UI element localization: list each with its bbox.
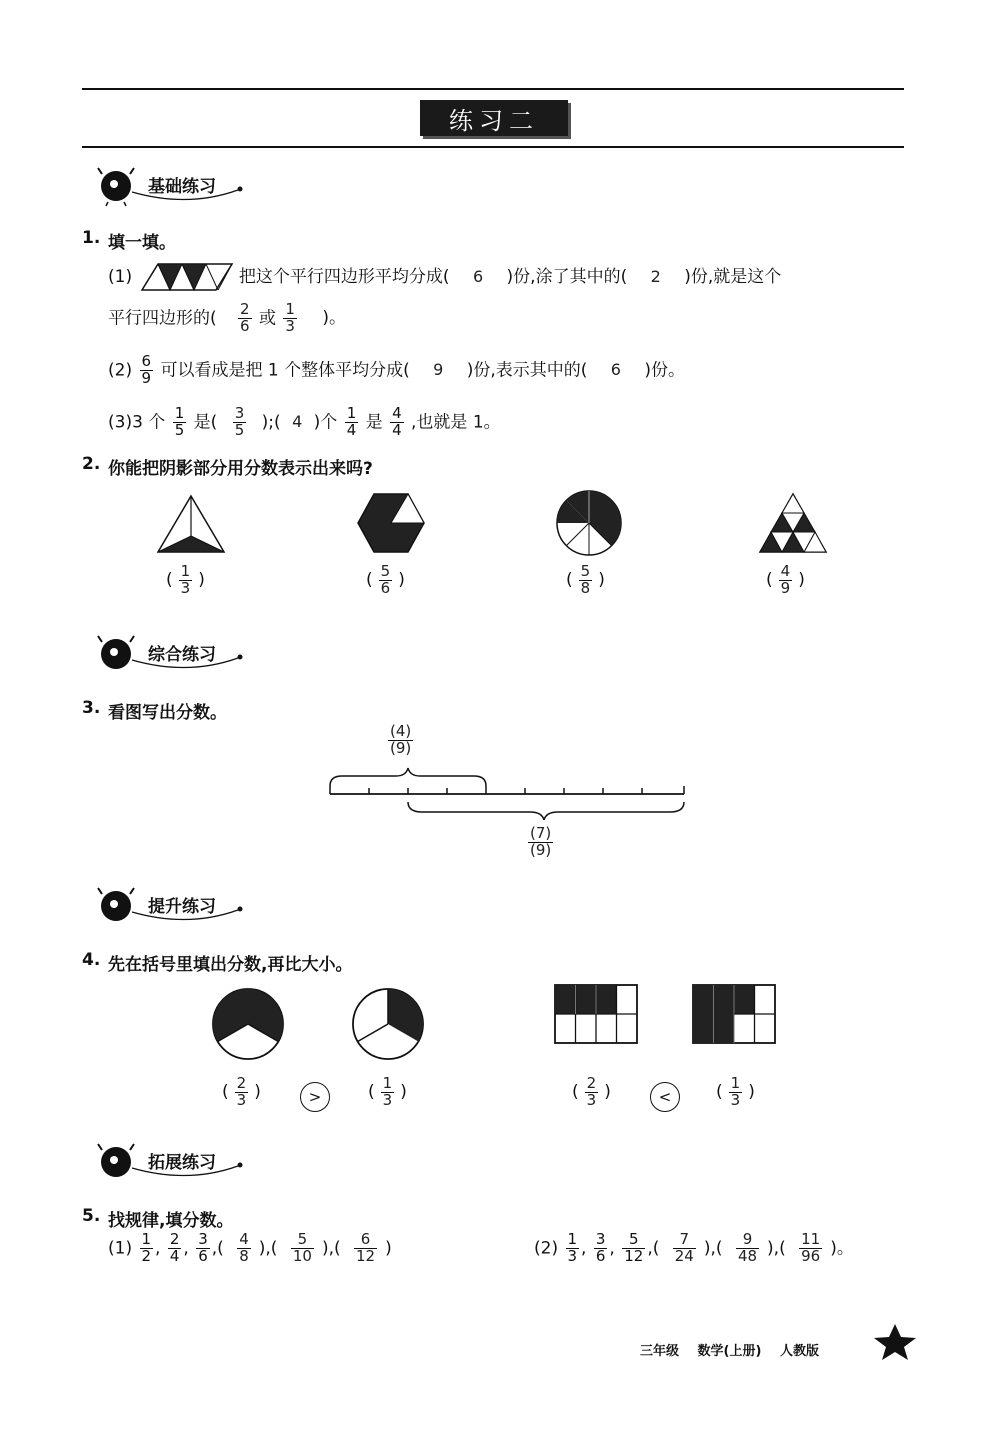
q4-left-b: ( $\frac{1}{3}$ ) [368,1074,407,1109]
q5-part2: (2) $\frac{1}{3}$ , $\frac{3}{6}$ , $\frac{5}{12}$ ,( $\frac{7}{24}$ ),( $\frac{9}{48}$ ),( $\frac{11}{96}$ )。 [534,1230,854,1265]
grid-rectangle-left [554,984,638,1044]
question-prompt: 填一填。 [108,233,176,253]
q1-part1-line2: 平行四边形的( $\frac{2}{6}$ 或 $\frac{1}{3}$ )。 [108,300,346,335]
compare-symbol: < [650,1082,680,1112]
footer-grade: 三年级 [640,1344,680,1359]
triangle-figure [156,494,226,554]
q1-part3: (3)3 个 $\frac{1}{5}$ 是( $\frac{3}{5}$ );( 4 )个 $\frac{1}{4}$ 是 $\frac{4}{4}$ ,也就是 1。 [108,404,501,439]
footer-edition: 人教版 [779,1344,819,1359]
q1-part1-line1: (1) 把这个平行四边形平均分成( 6 )份,涂了其中的( 2 )份,就是这个 [108,262,781,292]
circle-figure [554,488,624,558]
answer: 2 [650,267,661,286]
grid-rectangle-right [692,984,776,1044]
parallelogram-figure [138,262,234,292]
question-number: 1. [82,228,101,248]
circle-thirds-shaded-2 [210,986,286,1062]
question-prompt: 找规律,填分数。 [108,1211,234,1231]
page-footer [640,1340,819,1359]
fraction: $\frac{1}{5}$ [174,404,185,439]
fraction: $\frac{2}{6}$ [240,300,250,335]
section-basic [88,162,258,208]
top-rule [82,88,904,90]
answer: 9 [433,360,444,380]
section-title: 基础练习 [148,177,216,197]
fraction: $\frac{4}{4}$ [392,404,402,439]
triangle-grid-figure [758,492,828,554]
page-title: 练习二 [420,100,568,136]
question-prompt: 你能把阴影部分用分数表示出来吗? [108,459,373,479]
section-comprehensive [88,630,258,676]
section-improve [88,882,258,928]
fraction: $\frac{1}{3}$ [285,300,295,335]
footer-subject: 数学(上册) [697,1344,762,1359]
answer: 4 [292,412,303,432]
compare-symbol: > [300,1082,330,1112]
q2-answer-2: ( $\frac{5}{6}$ ) [366,562,405,597]
star-icon [872,1322,918,1362]
hexagon-figure [356,492,426,554]
number-line-figure [322,764,692,824]
q4-left-a: ( $\frac{2}{3}$ ) [222,1074,261,1109]
section-extend [88,1138,258,1184]
q4-right-b: ( $\frac{1}{3}$ ) [716,1074,755,1109]
question-number: 3. [82,698,101,718]
title-underline [82,146,904,148]
question-number: 2. [82,454,101,474]
answer: 6 [472,267,484,286]
q5-part1: (1) $\frac{1}{2}$ , $\frac{2}{4}$ , $\frac{3}{6}$ ,( $\frac{4}{8}$ ),( $\frac{5}{10}$ ),( $\frac{6}{12}$ ) [108,1230,392,1265]
question-number: 5. [82,1206,101,1226]
q2-answer-1: ( $\frac{1}{3}$ ) [166,562,205,597]
question-prompt: 先在括号里填出分数,再比大小。 [108,955,353,975]
fraction: $\frac{6}{9}$ [141,352,152,387]
section-title: 综合练习 [148,645,216,665]
section-title: 提升练习 [148,897,216,917]
q1-part2: (2) $\frac{6}{9}$ 可以看成是把 1 个整体平均分成( 9 )份,表示其中的( 6 )份。 [108,352,686,387]
section-title: 拓展练习 [148,1153,216,1173]
q4-right-a: ( $\frac{2}{3}$ ) [572,1074,611,1109]
question-prompt: 看图写出分数。 [108,703,227,723]
answer: 6 [610,360,621,380]
q3-bottom-fraction: $\frac{(7)}{(9)}$ [530,824,552,859]
question-number: 4. [82,950,101,970]
q2-answer-4: ( $\frac{4}{9}$ ) [766,562,805,597]
fraction: $\frac{1}{4}$ [346,404,357,439]
q3-top-fraction: $\frac{(4)}{(9)}$ [390,722,412,757]
circle-thirds-shaded-1 [350,986,426,1062]
fraction: $\frac{3}{5}$ [234,404,245,439]
q2-answer-3: ( $\frac{5}{8}$ ) [566,562,605,597]
